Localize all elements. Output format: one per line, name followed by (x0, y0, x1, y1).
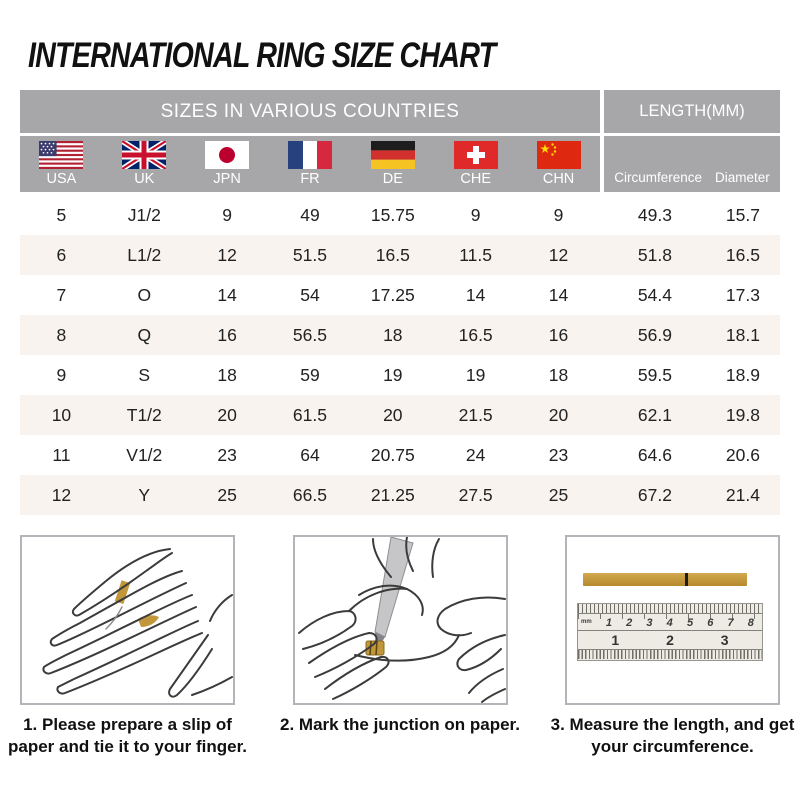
table-cell: 66.5 (292, 484, 327, 505)
country-code-label: UK (134, 171, 155, 187)
table-cell: 18.1 (725, 324, 760, 345)
table-cell: 64.6 (637, 444, 672, 465)
country-code-label: CHE (460, 171, 492, 187)
step-3-caption: 3. Measure the length, and get your circumference. (550, 715, 795, 757)
ruler-inch-number: 3 (720, 632, 729, 648)
country-code-label: FR (300, 171, 320, 187)
table-cell: Q (137, 324, 152, 345)
table-cell: 16.5 (725, 244, 760, 265)
france-flag-icon (288, 141, 332, 169)
table-cell: 20 (548, 404, 569, 425)
column-uk (103, 136, 186, 192)
measuring-steps (8, 535, 795, 758)
diameter-column-label: Diameter (715, 170, 770, 185)
ruler (577, 603, 763, 661)
table-cell: 21.25 (370, 484, 415, 505)
table-cell: 51.8 (637, 244, 672, 265)
table-cell: 25 (548, 484, 569, 505)
table-cell: 9 (56, 364, 67, 385)
ruler-inch-scale (578, 631, 762, 650)
country-columns-row (20, 136, 600, 192)
table-cell: 9 (470, 204, 481, 225)
step-2-caption: 2. Mark the junction on paper. (280, 715, 520, 734)
table-cell: 18 (548, 364, 569, 385)
table-row (20, 195, 780, 235)
table-cell: 15.75 (370, 204, 415, 225)
ruler-cm-number: 6 (707, 617, 714, 629)
table-cell: 56.5 (292, 324, 327, 345)
table-cell: S (138, 364, 151, 385)
table-body (20, 195, 780, 515)
column-fr (269, 136, 352, 192)
table-cell: 14 (548, 284, 569, 305)
table-cell: 24 (465, 444, 486, 465)
table-cell: 25 (217, 484, 237, 505)
table-cell: 49 (300, 204, 320, 225)
table-cell: 18.9 (725, 364, 760, 385)
paper-strip (583, 573, 747, 586)
table-cell: 18 (217, 364, 237, 385)
table-cell: 59 (300, 364, 320, 385)
page-title: INTERNATIONAL RING SIZE CHART (28, 36, 496, 75)
table-cell: 23 (548, 444, 569, 465)
table-cell: 21.4 (725, 484, 760, 505)
table-cell: 20 (217, 404, 237, 425)
table-cell: 16.5 (458, 324, 493, 345)
switzerland-flag-icon (454, 141, 498, 169)
table-cell: 14 (465, 284, 486, 305)
table-cell: 54.4 (637, 284, 672, 305)
junction-mark (685, 573, 688, 586)
table-cell: 54 (300, 284, 320, 305)
table-cell: 9 (222, 204, 232, 225)
ruler-cm-number: 5 (686, 617, 694, 629)
table-cell: 27.5 (458, 484, 493, 505)
table-cell: 64 (300, 444, 320, 465)
country-code-label: JPN (213, 171, 241, 187)
table-cell: 12 (217, 244, 237, 265)
step-3 (550, 535, 795, 758)
usa-flag-icon (39, 141, 83, 169)
table-cell: L1/2 (127, 244, 162, 265)
ruler-unit-label: mm (581, 618, 592, 625)
table-row (20, 315, 780, 355)
table-cell: 19.8 (725, 404, 760, 425)
ring-size-table (20, 90, 780, 515)
header-sizes-group (20, 90, 600, 133)
table-cell: V1/2 (126, 444, 163, 465)
table-cell: 56.9 (637, 324, 672, 345)
table-cell: 67.2 (637, 484, 672, 505)
table-cell: 59.5 (637, 364, 672, 385)
ruler-cm-number: 8 (747, 617, 754, 629)
table-cell: 20.75 (370, 444, 415, 465)
table-cell: 12 (548, 244, 569, 265)
table-cell: 16 (217, 324, 237, 345)
ruler-inch-number: 1 (611, 632, 620, 648)
table-cell: 16.5 (375, 244, 410, 265)
hand-with-paper-slip-illustration (20, 535, 235, 705)
table-cell: 21.5 (458, 404, 493, 425)
step-2 (280, 535, 520, 758)
ruler-mm-ticks (578, 604, 762, 614)
ruler-inch-ticks (578, 650, 762, 659)
table-cell: 11 (52, 444, 71, 465)
table-cell: 51.5 (292, 244, 327, 265)
hand-drawing (22, 537, 233, 703)
country-code-label: USA (46, 171, 77, 187)
table-cell: 15.7 (725, 204, 760, 225)
step-1-caption: 1. Please prepare a slip of paper and tie it to your finger. (8, 715, 247, 757)
table-cell: 17.25 (370, 284, 415, 305)
header-length-group (604, 90, 780, 133)
ruler-cm-number: 1 (605, 617, 612, 629)
germany-flag-icon (371, 141, 415, 169)
table-cell: 49.3 (637, 204, 672, 225)
table-row (20, 435, 780, 475)
table-cell: 10 (51, 404, 72, 425)
column-usa (20, 136, 103, 192)
table-cell: O (137, 284, 152, 305)
pen-marking-junction-illustration (293, 535, 508, 705)
ruler-measuring-illustration (565, 535, 780, 705)
table-row (20, 475, 780, 515)
table-cell: J1/2 (127, 204, 161, 225)
ruler-cm-number: 2 (626, 617, 633, 629)
circumference-column-label: Circumference (614, 170, 702, 185)
table-cell: T1/2 (126, 404, 162, 425)
japan-flag-icon (205, 141, 249, 169)
table-cell: 6 (56, 244, 67, 265)
table-cell: 20.6 (725, 444, 760, 465)
table-cell: 17.3 (725, 284, 760, 305)
column-che (434, 136, 517, 192)
ruler-inch-number: 2 (666, 632, 674, 648)
table-cell: 62.1 (637, 404, 672, 425)
column-de (351, 136, 434, 192)
table-row (20, 275, 780, 315)
marking-drawing (295, 537, 506, 703)
country-code-label: DE (382, 171, 403, 187)
ruler-cm-number: 3 (646, 617, 653, 629)
ruler-cm-number: 7 (727, 617, 734, 629)
ruler-cm-number: 4 (666, 617, 673, 629)
table-row (20, 395, 780, 435)
table-cell: 20 (383, 404, 403, 425)
table-cell: 18 (383, 324, 403, 345)
table-cell: 12 (51, 484, 72, 505)
table-cell: 19 (383, 364, 403, 385)
table-row (20, 235, 780, 275)
table-cell: 61.5 (292, 404, 327, 425)
column-jpn (186, 136, 269, 192)
table-cell: 11.5 (459, 244, 493, 265)
table-cell: Y (138, 484, 151, 505)
table-cell: 16 (548, 324, 569, 345)
china-flag-icon (537, 141, 581, 169)
sizes-in-various-countries-label: SIZES IN VARIOUS COUNTRIES (160, 100, 460, 122)
table-cell: 7 (56, 284, 67, 305)
uk-flag-icon (122, 141, 166, 169)
country-code-label: CHN (542, 171, 575, 187)
step-1 (8, 535, 247, 758)
ruler-cm-scale (578, 614, 762, 631)
table-row (20, 355, 780, 395)
length-subheaders (604, 136, 780, 192)
table-cell: 9 (553, 204, 564, 225)
table-cell: 8 (56, 324, 67, 345)
table-header (20, 90, 780, 192)
table-cell: 14 (217, 284, 237, 305)
length-mm-label: LENGTH(MM) (639, 102, 745, 120)
table-cell: 5 (56, 204, 67, 225)
column-chn (517, 136, 600, 192)
table-cell: 23 (217, 444, 237, 465)
table-cell: 19 (465, 364, 486, 385)
